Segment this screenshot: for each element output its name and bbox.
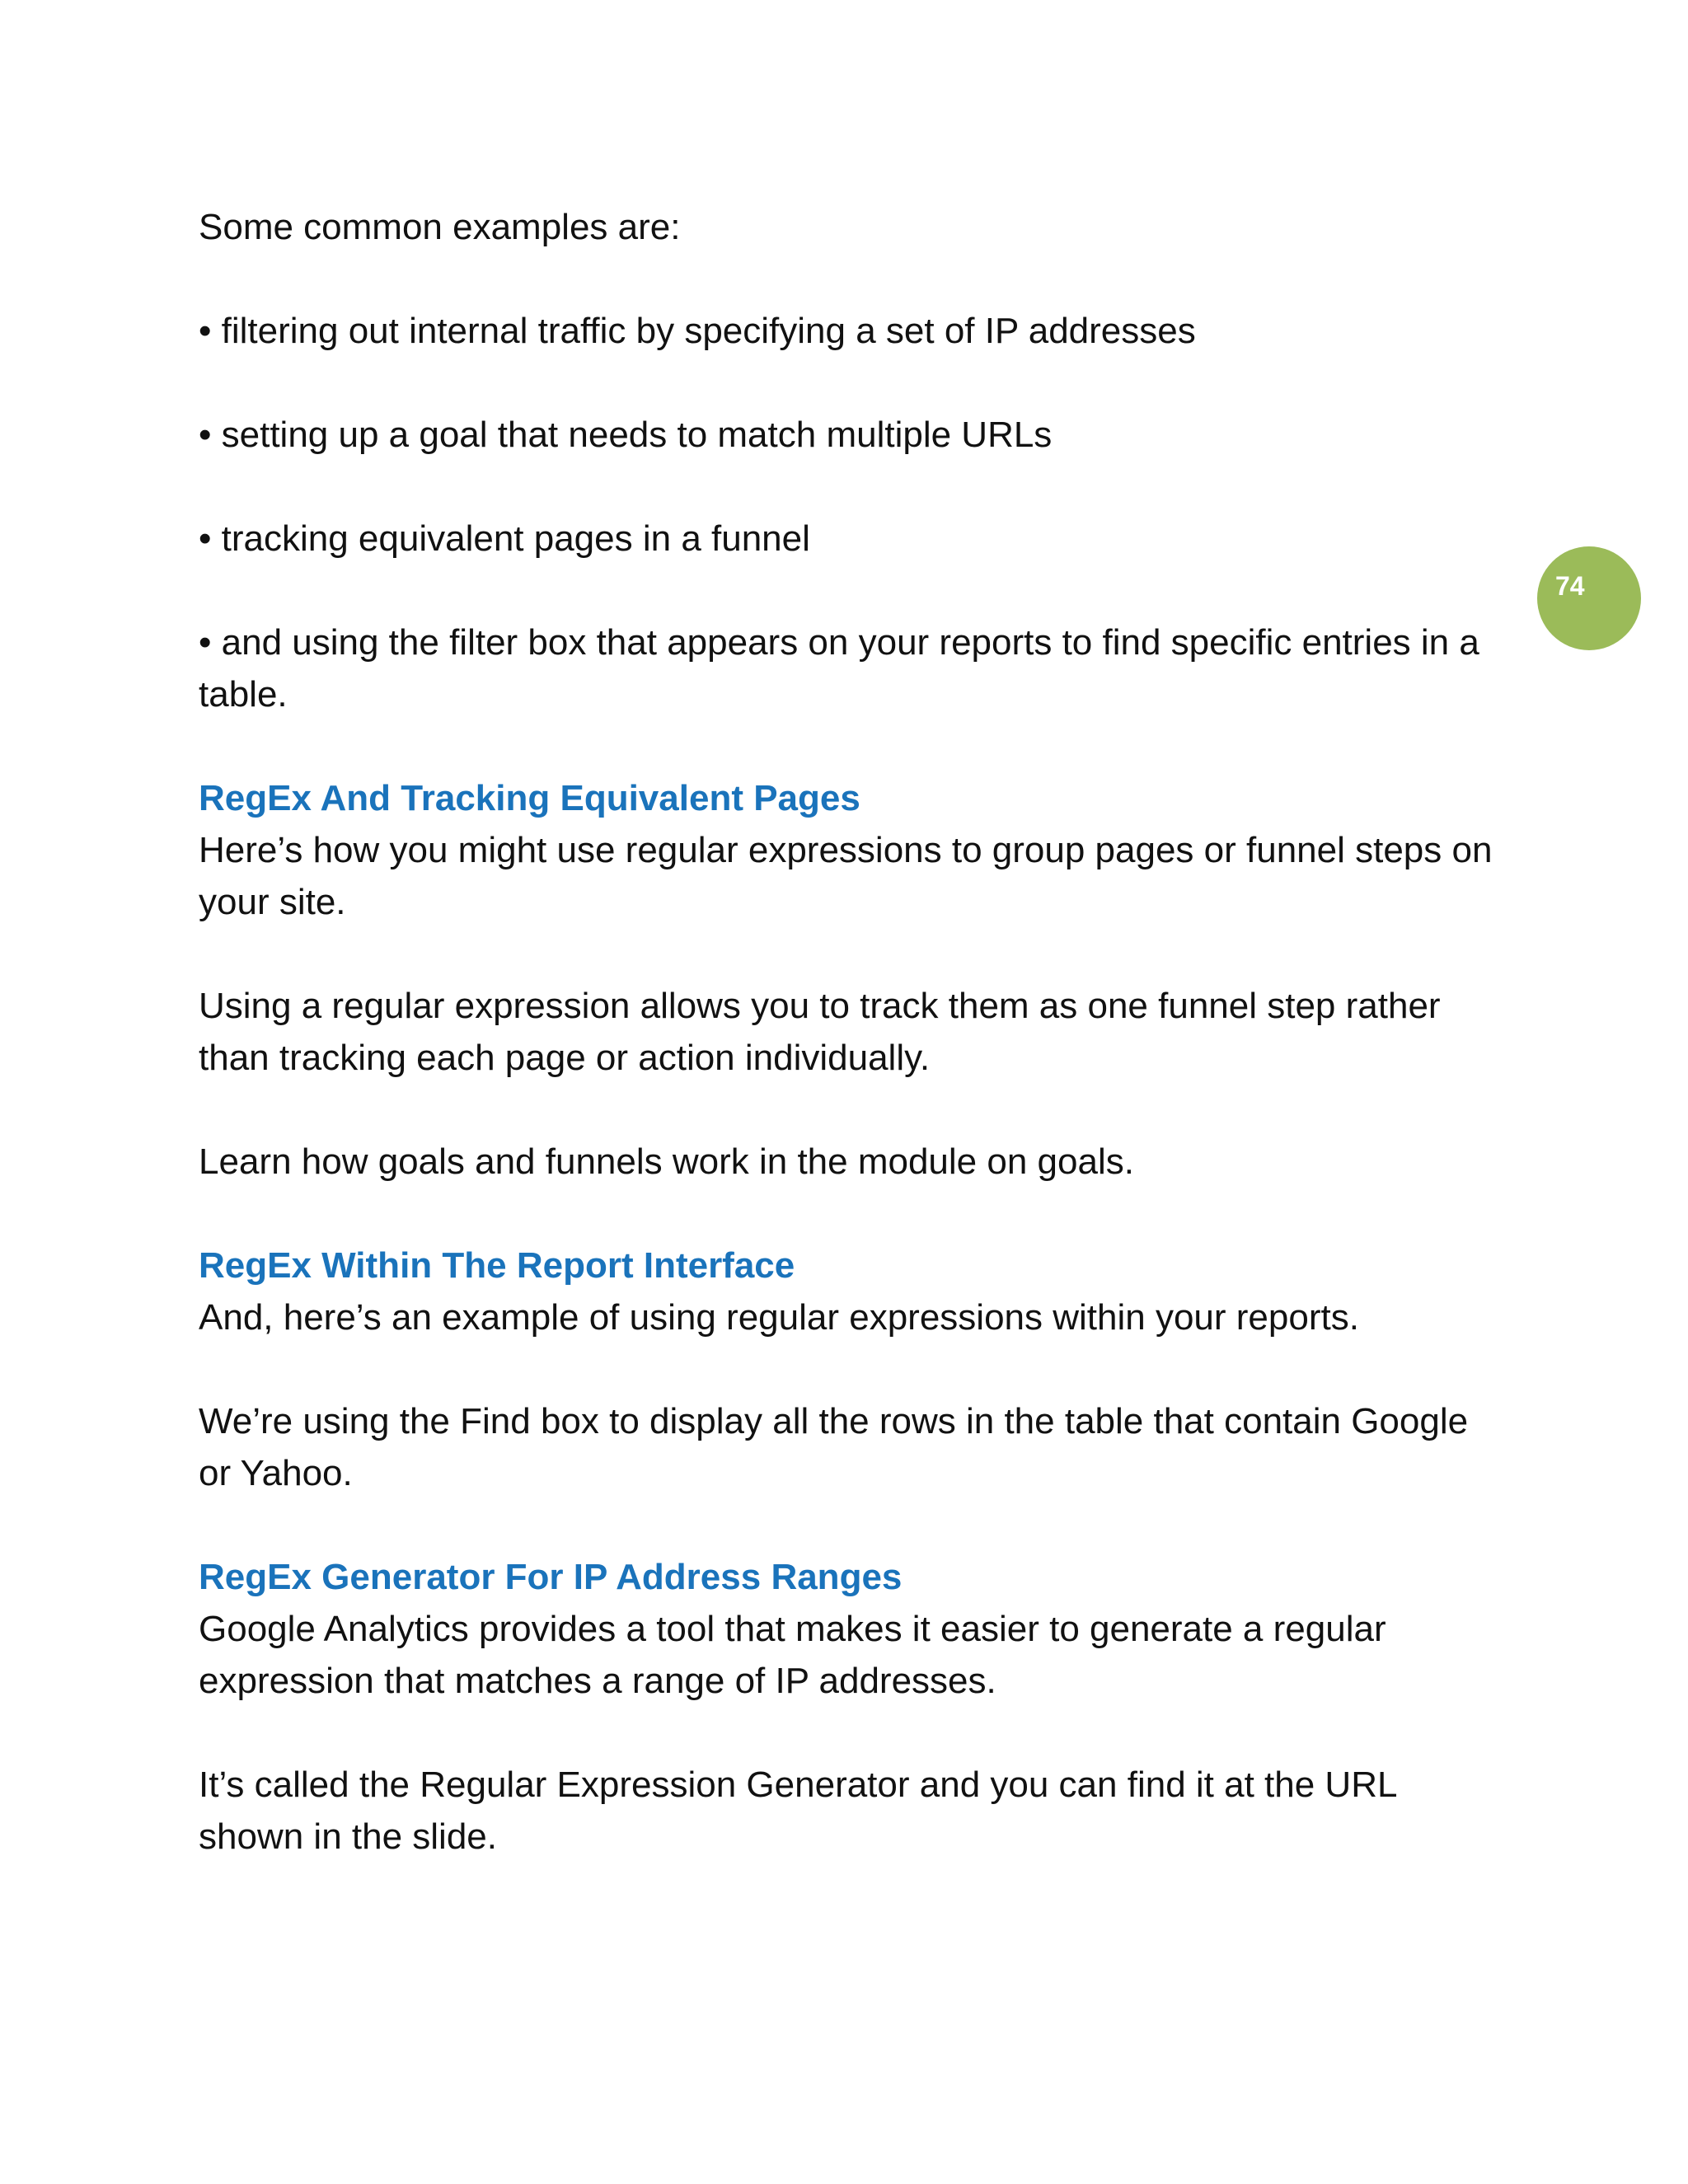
section-paragraph: Using a regular expression allows you to track them as one funnel step rather than tracking each page or action individually. bbox=[199, 986, 1441, 1078]
section-paragraph: Google Analytics provides a tool that makes it easier to generate a regular expression that matches a range of IP addresses. bbox=[199, 1609, 1386, 1701]
bullet-item: • setting up a goal that needs to match multiple URLs bbox=[199, 415, 1053, 455]
bullet-item: • filtering out internal traffic by specifying a set of IP addresses bbox=[199, 311, 1196, 351]
section-paragraph: And, here’s an example of using regular expressions within your reports. bbox=[199, 1297, 1359, 1338]
bullet-item: • tracking equivalent pages in a funnel bbox=[199, 518, 810, 559]
section-heading: RegEx Generator For IP Address Ranges bbox=[199, 1557, 903, 1597]
page-number: 74 bbox=[1555, 571, 1585, 601]
bullet-item: • and using the filter box that appears on your reports to find specific entries in a table. bbox=[199, 622, 1479, 715]
section-paragraph: It’s called the Regular Expression Generator and you can find it at the URL shown in the slide. bbox=[199, 1765, 1396, 1857]
section-paragraph: We’re using the Find box to display all the rows in the table that contain Google or Yahoo. bbox=[199, 1401, 1469, 1493]
section-paragraph: Learn how goals and funnels work in the module on goals. bbox=[199, 1141, 1134, 1182]
section-heading: RegEx Within The Report Interface bbox=[199, 1245, 795, 1286]
page-number-badge bbox=[1537, 546, 1641, 650]
section-heading: RegEx And Tracking Equivalent Pages bbox=[199, 778, 860, 818]
intro-text: Some common examples are: bbox=[199, 207, 681, 247]
page-content bbox=[199, 201, 1501, 1863]
section-paragraph: Here’s how you might use regular expressions to group pages or funnel steps on your site. bbox=[199, 830, 1493, 922]
